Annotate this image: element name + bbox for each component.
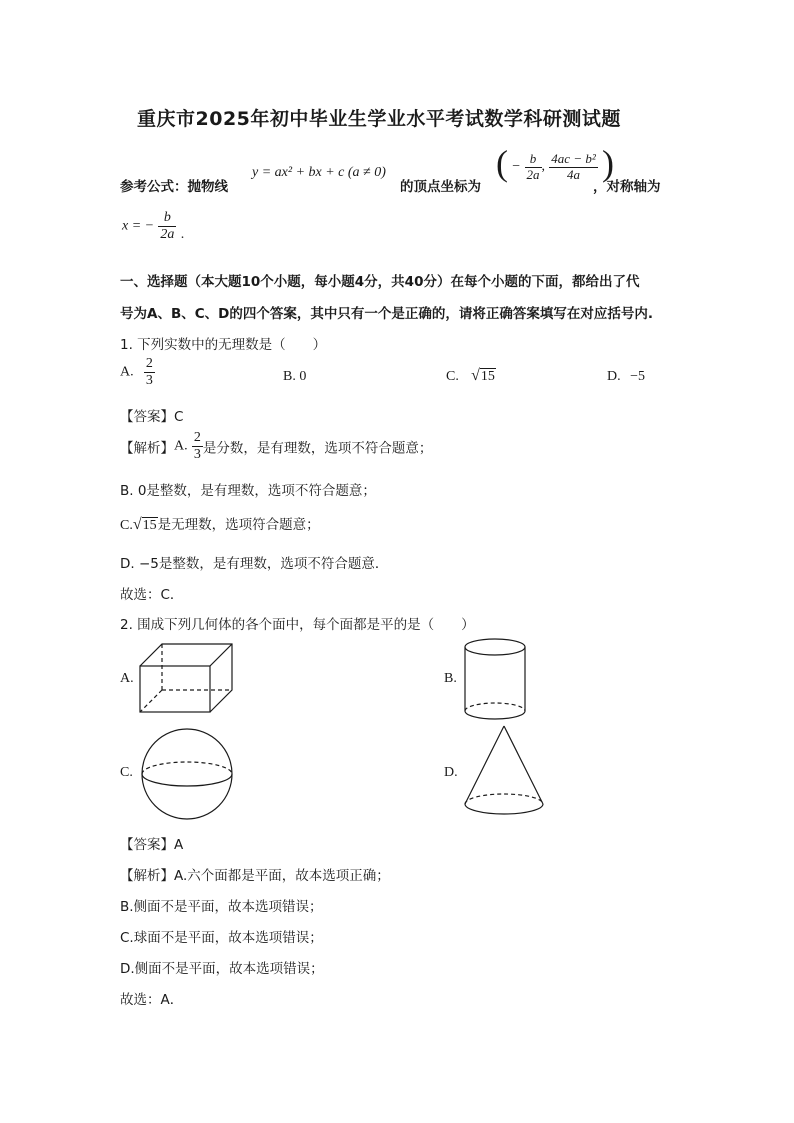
q2-stem: 2. 围成下列几何体的各个面中，每个面都是平的是（ ） bbox=[120, 617, 475, 633]
formula-intro: 参考公式：抛物线 bbox=[120, 179, 228, 195]
parabola-equation: y = ax² + bx + c (a ≠ 0) bbox=[252, 165, 386, 180]
q1-option-b-label: B. bbox=[283, 369, 296, 384]
q1-analysis-a-num: 2 bbox=[192, 430, 203, 447]
q2-analysis-c: C.球面不是平面，故本选项错误； bbox=[120, 930, 323, 946]
q1-option-c-label: C. bbox=[446, 369, 459, 384]
q1-option-b bbox=[283, 369, 306, 385]
q1-analysis-c-prefix: C. bbox=[120, 518, 133, 533]
vertex-y-numerator: 4ac − b² bbox=[551, 150, 596, 166]
axis-fraction bbox=[158, 210, 176, 243]
q1-analysis-a bbox=[120, 430, 432, 463]
q1-option-c-sqrt: √ 15 bbox=[471, 367, 495, 384]
q2-analysis-d: D.侧面不是平面，故本选项错误； bbox=[120, 961, 324, 977]
q1-option-a-num: 2 bbox=[144, 356, 155, 373]
q1-analysis-d: D. −5是整数，是有理数，选项不符合题意． bbox=[120, 556, 389, 572]
q2-label-c: C. bbox=[120, 765, 133, 780]
page-title: 重庆市2025年初中毕业生学业水平考试数学科研测试题 bbox=[137, 108, 621, 130]
q2-analysis-b: B.侧面不是平面，故本选项错误； bbox=[120, 899, 323, 915]
q2-analysis-a-text: A.六个面都是平面，故本选项正确； bbox=[174, 868, 390, 884]
axis-numerator: b bbox=[158, 210, 176, 227]
vertex-coordinate: ( − $\frac{b}{2a}$ , $\frac{\text{4ac − b²}}{4a}$ ) bbox=[496, 143, 615, 183]
q1-analysis-a-fraction bbox=[192, 430, 203, 463]
q1-analysis-b: B. 0是整数，是有理数，选项不符合题意； bbox=[120, 483, 376, 499]
q1-answer: 【答案】C bbox=[120, 409, 184, 425]
q1-analysis-c-text: 是无理数，选项符合题意； bbox=[157, 517, 320, 533]
q2-label-b: B. bbox=[444, 671, 457, 686]
vertex-x-denominator: 2a bbox=[526, 166, 540, 182]
q2-conclusion: 故选：A． bbox=[120, 992, 184, 1008]
q1-option-a-fraction bbox=[144, 356, 155, 389]
q2-analysis-a bbox=[120, 864, 390, 884]
q1-option-c bbox=[446, 368, 496, 385]
q1-analysis-a-text: 是分数，是有理数，选项不符合题意； bbox=[202, 440, 433, 457]
q1-analysis-c bbox=[120, 513, 320, 534]
right-paren: ) bbox=[602, 143, 615, 183]
q1-option-a-label: A. bbox=[120, 364, 134, 380]
q1-option-d-label: D. bbox=[607, 369, 621, 384]
q1-analysis-a-prefix: A. bbox=[174, 438, 188, 454]
axis-x: x = − bbox=[122, 218, 155, 234]
vertex-x-numerator: b bbox=[525, 152, 542, 168]
cuboid-icon bbox=[138, 640, 234, 716]
vertex-x-fraction bbox=[525, 152, 542, 183]
axis-denominator: 2a bbox=[160, 227, 175, 243]
section-heading-line1: 一、选择题（本大题10个小题，每小题4分，共40分）在每个小题的下面，都给出了代 bbox=[120, 274, 640, 290]
q1-option-d-value: −5 bbox=[630, 369, 646, 384]
q2-label-a: A. bbox=[120, 671, 134, 686]
q1-analysis-c-sqrt: √ 15 bbox=[132, 516, 157, 533]
axis-label: ，对称轴为 bbox=[593, 179, 661, 195]
axis-formula bbox=[122, 210, 184, 243]
cylinder-icon bbox=[462, 637, 528, 721]
cone-icon bbox=[462, 724, 546, 820]
q2-answer: 【答案】A bbox=[120, 837, 184, 853]
q1-analysis-a-den: 3 bbox=[193, 447, 201, 463]
q1-conclusion: 故选：C． bbox=[120, 587, 184, 603]
q1-option-a bbox=[120, 356, 155, 389]
vertex-y-fraction bbox=[549, 152, 597, 183]
q1-option-a-den: 3 bbox=[145, 373, 153, 389]
vertex-label: 的顶点坐标为 bbox=[400, 179, 481, 195]
q1-stem: 1. 下列实数中的无理数是（ ） bbox=[120, 337, 327, 353]
q2-label-d: D. bbox=[444, 765, 458, 780]
axis-period: . bbox=[180, 227, 185, 243]
q1-option-d bbox=[607, 369, 645, 385]
section-heading-line2: 号为A、B、C、D的四个答案，其中只有一个是正确的，请将正确答案填写在对应括号内. bbox=[120, 306, 653, 322]
vertex-y-denominator: 4a bbox=[567, 166, 581, 182]
q2-analysis-label: 【解析】 bbox=[120, 868, 174, 884]
sphere-icon bbox=[138, 728, 236, 820]
q1-analysis-c-radicand: 15 bbox=[142, 518, 157, 533]
left-paren: ( bbox=[496, 143, 508, 183]
q1-option-c-radicand: 15 bbox=[480, 369, 495, 384]
q1-analysis-label: 【解析】 bbox=[120, 440, 174, 457]
q1-option-b-value: 0 bbox=[299, 369, 307, 384]
